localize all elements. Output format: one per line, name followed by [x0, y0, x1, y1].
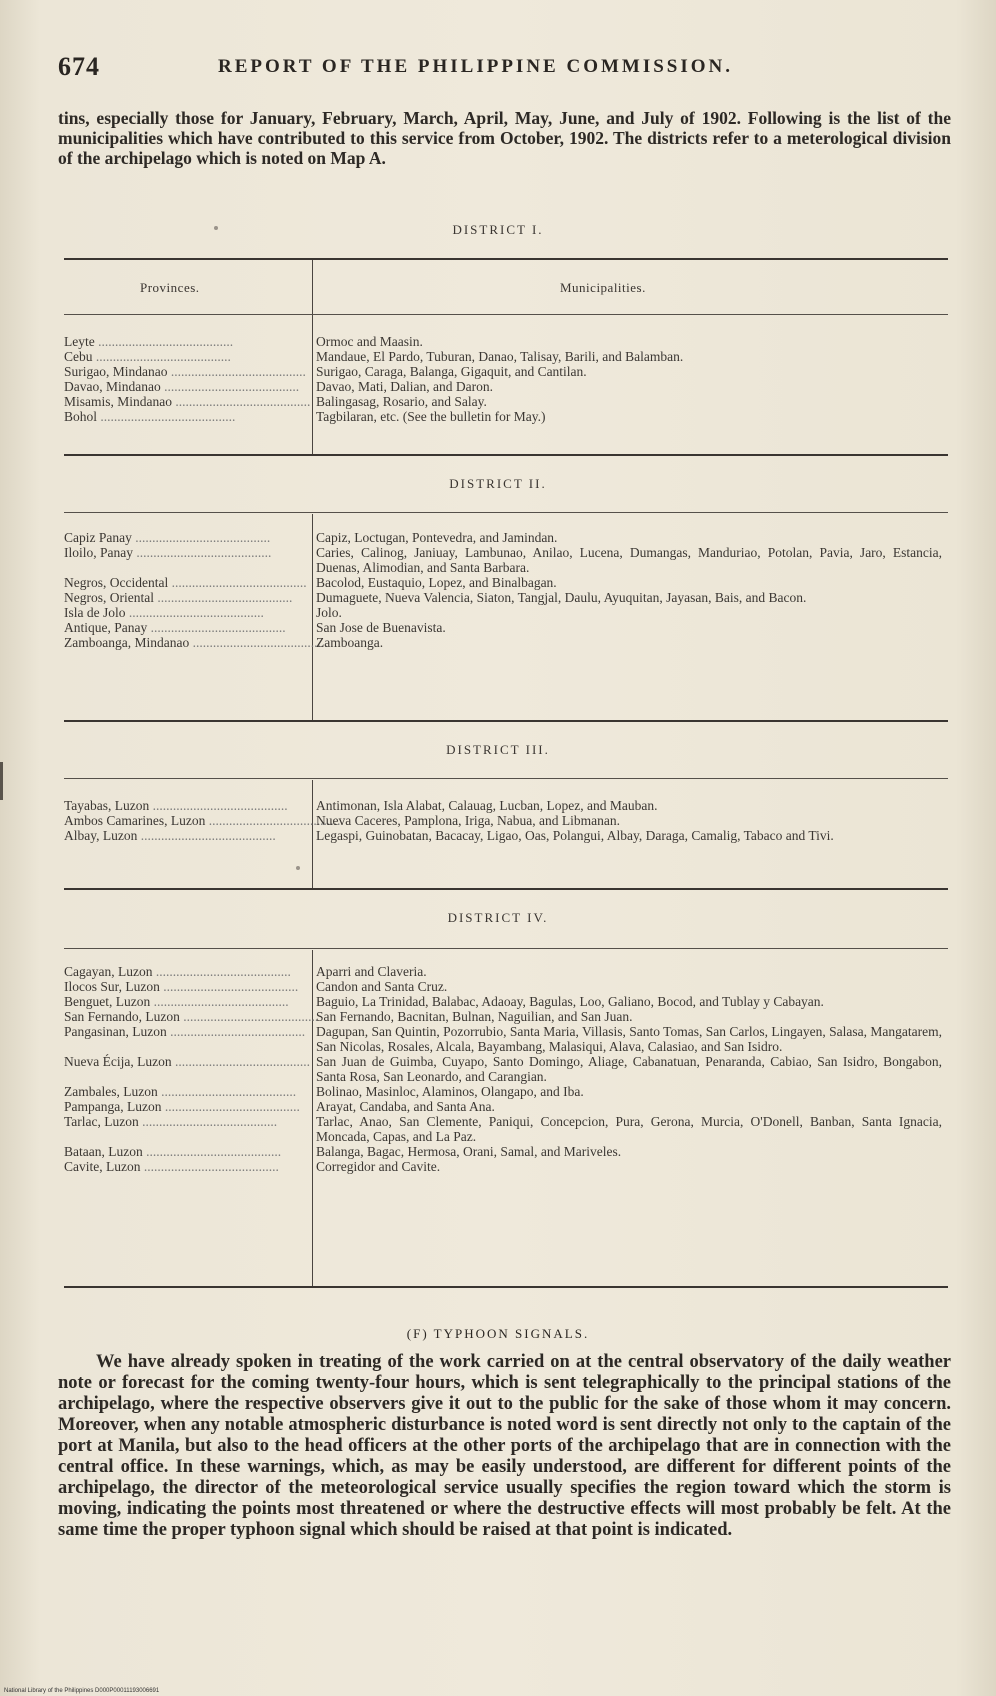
- table-row: [64, 635, 948, 650]
- province-name: Isla de Jolo: [64, 605, 126, 620]
- leader-dots: ........................................: [153, 590, 293, 605]
- leader-dots: ........................................: [171, 1054, 310, 1069]
- table-top-rule: [64, 258, 948, 260]
- municipalities-cell: Balingasag, Rosario, and Salay.: [316, 394, 487, 409]
- table-bottom-rule: [64, 454, 948, 456]
- table-row: [64, 1024, 948, 1054]
- leader-dots: ........................................: [150, 994, 289, 1009]
- footer-credit: National Library of the Philippines D000P00011193006691: [4, 1688, 160, 1694]
- municipalities-header: Municipalities.: [560, 280, 646, 295]
- municipalities-cell: Nueva Caceres, Pamplona, Iriga, Nabua, and Libmanan.: [316, 813, 621, 828]
- province-name: Tarlac, Luzon: [64, 1114, 139, 1129]
- table-row: [64, 1099, 948, 1114]
- district-rows: [64, 964, 948, 1174]
- district-title: DISTRICT IV.: [447, 910, 549, 925]
- page-number: 674: [58, 52, 100, 81]
- provinces-header: Provinces.: [140, 280, 200, 295]
- leader-dots: ........................................: [159, 979, 299, 994]
- table-row: [64, 394, 948, 409]
- table-row: [64, 964, 948, 979]
- province-cell: [64, 379, 308, 394]
- province-name: Bataan, Luzon: [64, 1144, 143, 1159]
- municipalities-cell: Caries, Calinog, Janiuay, Lambunao, Anilao, Lucena, Dumangas, Manduriao, Potolan, Pavia, Jaro, Estancia, Duenas, Alimodian, and Santa Barbara.: [316, 545, 942, 575]
- leader-dots: ........................................: [133, 545, 272, 560]
- district-rows: [64, 530, 948, 650]
- leader-dots: ........................................: [97, 409, 236, 424]
- leader-dots: ........................................: [125, 605, 264, 620]
- province-name: Surigao, Mindanao: [64, 364, 168, 379]
- table-bottom-rule: [64, 720, 948, 722]
- province-cell: [64, 635, 328, 650]
- municipalities-cell: Mandaue, El Pardo, Tuburan, Danao, Talisay, Barili, and Balamban.: [316, 349, 684, 364]
- leader-dots: ........................................: [92, 349, 231, 364]
- province-cell: [64, 1144, 308, 1159]
- province-cell: [64, 349, 308, 364]
- table-row: [64, 1054, 948, 1084]
- district-title: DISTRICT II.: [449, 476, 547, 491]
- province-cell: [64, 1114, 308, 1144]
- province-name: Nueva Écija, Luzon: [64, 1054, 172, 1069]
- province-name: Negros, Occidental: [64, 575, 169, 590]
- leader-dots: ........................................: [149, 798, 288, 813]
- province-name: Cebu: [64, 349, 93, 364]
- province-cell: [64, 394, 311, 409]
- municipalities-cell: Capiz, Loctugan, Pontevedra, and Jamindan.: [316, 530, 558, 545]
- table-row: [64, 828, 948, 843]
- table-row: [64, 1144, 948, 1159]
- province-name: San Fernando, Luzon: [64, 1009, 180, 1024]
- province-cell: [64, 545, 308, 575]
- leader-dots: ........................................: [137, 828, 276, 843]
- leader-dots: ........................................: [138, 1114, 278, 1129]
- municipalities-cell: San Fernando, Bacnitan, Bulnan, Naguilian, and San Juan.: [316, 1009, 633, 1024]
- page-header: [58, 52, 944, 88]
- province-cell: [64, 1099, 308, 1114]
- speck-mark: [296, 866, 300, 870]
- table-row: [64, 575, 948, 590]
- table-row: [64, 813, 948, 828]
- municipalities-cell: San Juan de Guimba, Cuyapo, Santo Domingo, Aliage, Cabanatuan, Penaranda, Cabiao, San Isidro, Bongabon, Santa Rosa, San Leonardo, and Carangian.: [316, 1054, 942, 1084]
- municipalities-cell: Dagupan, San Quintin, Pozorrubio, Santa Maria, Villasis, Santo Tomas, San Carlos, Lingayen, Salasa, Mangatarem, San Nicolas, Rosales, Alcala, Bayambang, Malasiqui, Alava, Calasiao, and San Isidro.: [316, 1024, 942, 1054]
- province-cell: [64, 1159, 308, 1174]
- province-name: Cavite, Luzon: [64, 1159, 141, 1174]
- leader-dots: ........................................: [160, 379, 300, 394]
- table-row: [64, 1114, 948, 1144]
- leader-dots: ........................................: [168, 575, 307, 590]
- table-row: [64, 1084, 948, 1099]
- municipalities-cell: Balanga, Bagac, Hermosa, Orani, Samal, and Mariveles.: [316, 1144, 622, 1159]
- table-row: [64, 798, 948, 813]
- table-top-rule: [64, 778, 948, 779]
- province-cell: [64, 620, 308, 635]
- page-edge-shadow: [0, 762, 3, 800]
- leader-dots: ........................................: [152, 964, 291, 979]
- province-name: Leyte: [64, 334, 95, 349]
- leader-dots: ........................................: [166, 1024, 306, 1039]
- province-cell: [64, 828, 308, 843]
- province-name: Benguet, Luzon: [64, 994, 151, 1009]
- province-name: Iloilo, Panay: [64, 545, 133, 560]
- leader-dots: ........................................: [205, 813, 344, 828]
- municipalities-cell: Corregidor and Cavite.: [316, 1159, 441, 1174]
- province-cell: [64, 530, 308, 545]
- province-name: Pangasinan, Luzon: [64, 1024, 167, 1039]
- municipalities-cell: Dumaguete, Nueva Valencia, Siaton, Tangjal, Daulu, Ayuquitan, Jayasan, Bais, and Bacon.: [316, 590, 807, 605]
- province-name: Ilocos Sur, Luzon: [64, 979, 160, 994]
- table-row: [64, 1159, 948, 1174]
- municipalities-cell: Arayat, Candaba, and Santa Ana.: [316, 1099, 495, 1114]
- province-cell: [64, 575, 308, 590]
- leader-dots: ........................................: [167, 364, 306, 379]
- province-name: Albay, Luzon: [64, 828, 138, 843]
- table-top-rule: [64, 512, 948, 513]
- municipalities-cell: Tagbilaran, etc. (See the bulletin for May.): [316, 409, 546, 424]
- table-row: [64, 605, 948, 620]
- province-name: Antique, Panay: [64, 620, 148, 635]
- table-row: [64, 334, 948, 349]
- table-row: [64, 620, 948, 635]
- municipalities-cell: Ormoc and Maasin.: [316, 334, 423, 349]
- municipalities-cell: Surigao, Caraga, Balanga, Gigaquit, and Cantilan.: [316, 364, 587, 379]
- municipalities-cell: San Jose de Buenavista.: [316, 620, 446, 635]
- leader-dots: ........................................: [140, 1159, 279, 1174]
- header-rule: [64, 314, 948, 315]
- municipalities-cell: Bolinao, Masinloc, Alaminos, Olangapo, and Iba.: [316, 1084, 584, 1099]
- table-row: [64, 545, 948, 575]
- table-top-rule: [64, 948, 948, 949]
- table-row: [64, 979, 948, 994]
- table-bottom-rule: [64, 888, 948, 890]
- province-name: Misamis, Mindanao: [64, 394, 172, 409]
- municipalities-cell: Aparri and Claveria.: [316, 964, 427, 979]
- municipalities-cell: Bacolod, Eustaquio, Lopez, and Binalbagan.: [316, 575, 557, 590]
- leader-dots: ........................................: [131, 530, 271, 545]
- table-row: [64, 994, 948, 1009]
- table-row: [64, 409, 948, 424]
- municipalities-cell: Zamboanga.: [316, 635, 384, 650]
- municipalities-cell: Antimonan, Isla Alabat, Calauag, Lucban, Lopez, and Mauban.: [316, 798, 658, 813]
- province-cell: [64, 1024, 308, 1054]
- province-name: Ambos Camarines, Luzon: [64, 813, 206, 828]
- province-cell: [64, 1009, 319, 1024]
- table-row: [64, 530, 948, 545]
- table-row: [64, 590, 948, 605]
- province-cell: [64, 364, 308, 379]
- province-name: Bohol: [64, 409, 98, 424]
- leader-dots: ........................................: [157, 1084, 297, 1099]
- province-name: Tayabas, Luzon: [64, 798, 150, 813]
- leader-dots: ........................................: [161, 1099, 300, 1114]
- municipalities-cell: Tarlac, Anao, San Clemente, Paniqui, Concepcion, Pura, Gerona, Murcia, O'Donell, Banban, Santa Ignacia, Moncada, Capas, and La Paz.: [316, 1114, 942, 1144]
- municipalities-cell: Baguio, La Trinidad, Balabac, Adaoay, Bagulas, Loo, Galiano, Bocod, and Tublay y Cabayan.: [316, 994, 824, 1009]
- district-title: DISTRICT I.: [452, 222, 544, 237]
- municipalities-cell: Davao, Mati, Dalian, and Daron.: [316, 379, 493, 394]
- intro-paragraph: tins, especially those for January, February, March, April, May, June, and July of 1902. Following is the list of the municipalities which have contributed to this service from October, 1902. The districts refer to a meterological division of the archipelago which is noted on Map A.: [58, 108, 951, 168]
- district-rows: [64, 334, 948, 424]
- leader-dots: ........................................: [172, 394, 311, 409]
- province-cell: [64, 979, 308, 994]
- section-title: (F) TYPHOON SIGNALS.: [406, 1326, 590, 1341]
- province-name: Zambales, Luzon: [64, 1084, 158, 1099]
- province-name: Pampanga, Luzon: [64, 1099, 162, 1114]
- province-name: Capiz Panay: [64, 530, 132, 545]
- leader-dots: ........................................: [94, 334, 234, 349]
- province-name: Davao, Mindanao: [64, 379, 161, 394]
- municipalities-cell: Candon and Santa Cruz.: [316, 979, 448, 994]
- leader-dots: ........................................: [189, 635, 328, 650]
- table-row: [64, 1009, 948, 1024]
- province-cell: [64, 605, 308, 620]
- table-row: [64, 379, 948, 394]
- leader-dots: ........................................: [142, 1144, 282, 1159]
- province-cell: [64, 964, 308, 979]
- province-cell: [64, 813, 344, 828]
- table-bottom-rule: [64, 1286, 948, 1288]
- province-cell: [64, 798, 308, 813]
- municipalities-cell: Jolo.: [316, 605, 342, 620]
- district-title: DISTRICT III.: [446, 742, 550, 757]
- province-cell: [64, 1054, 308, 1084]
- leader-dots: ........................................: [179, 1009, 319, 1024]
- body-paragraph: We have already spoken in treating of the work carried on at the central observatory of the daily weather note or forecast for the coming twenty-four hours, which is sent telegraphically to the principal stations of the archipelago, where the respective observers give it out to the public for the sake of those whom it may concern. Moreover, when any notable atmospheric disturbance is noted word is sent directly not only to the captain of the port at Manila, but also to the head officers at the other ports of the archipelago that are in connection with the central office. In these warnings, which, as may be easily understood, are different for different points of the archipelago, the director of the meteorological service usually specifies the region toward which the storm is moving, indicating the points most threatened or where the destructive effects will most probably be felt. At the same time the proper typhoon signal which should be raised at that point is indicated.: [58, 1352, 951, 1540]
- province-name: Cagayan, Luzon: [64, 964, 153, 979]
- province-cell: [64, 334, 308, 349]
- table-row: [64, 349, 948, 364]
- province-name: Zamboanga, Mindanao: [64, 635, 190, 650]
- municipalities-cell: Legaspi, Guinobatan, Bacacay, Ligao, Oas, Polangui, Albay, Daraga, Camalig, Tabaco and Tivi.: [316, 828, 834, 843]
- leader-dots: ........................................: [147, 620, 286, 635]
- province-cell: [64, 409, 308, 424]
- province-cell: [64, 1084, 308, 1099]
- province-cell: [64, 590, 308, 605]
- running-head: REPORT OF THE PHILIPPINE COMMISSION.: [218, 56, 734, 77]
- province-name: Negros, Oriental: [64, 590, 154, 605]
- table-row: [64, 364, 948, 379]
- district-rows: [64, 798, 948, 843]
- province-cell: [64, 994, 308, 1009]
